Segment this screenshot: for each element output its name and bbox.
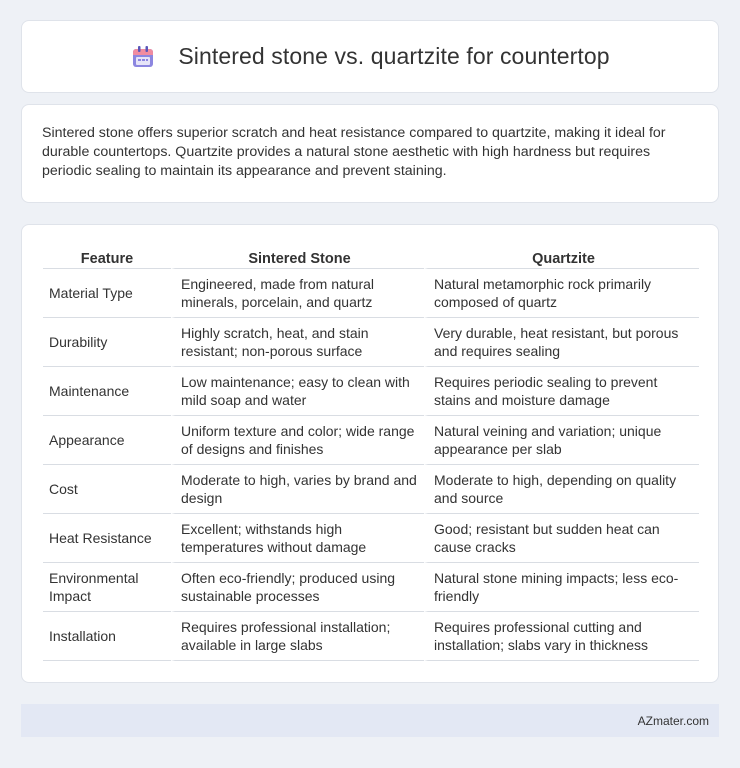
quartzite-cell: Natural stone mining impacts; less eco-friendly xyxy=(424,563,699,612)
quartzite-cell: Requires professional cutting and installation; slabs vary in thickness xyxy=(424,612,699,661)
header-feature: Feature xyxy=(43,247,171,269)
table-header-row xyxy=(43,247,699,269)
calendar-icon xyxy=(130,44,156,70)
header-sintered-stone: Sintered Stone xyxy=(171,247,424,269)
page-title: Sintered stone vs. quartzite for countertop xyxy=(178,43,610,69)
sintered-stone-cell: Excellent; withstands high temperatures without damage xyxy=(171,514,424,563)
table-row xyxy=(43,269,699,318)
quartzite-cell: Very durable, heat resistant, but porous and requires sealing xyxy=(424,318,699,367)
header-quartzite: Quartzite xyxy=(424,247,699,269)
feature-cell: Durability xyxy=(43,318,171,367)
quartzite-cell: Requires periodic sealing to prevent stains and moisture damage xyxy=(424,367,699,416)
table-row xyxy=(43,465,699,514)
quartzite-cell: Natural metamorphic rock primarily composed of quartz xyxy=(424,269,699,318)
table-row xyxy=(43,612,699,661)
table-row xyxy=(43,318,699,367)
footer-brand: AZmater.com xyxy=(637,713,709,728)
table-row xyxy=(43,367,699,416)
feature-cell: Installation xyxy=(43,612,171,661)
comparison-table xyxy=(43,247,699,661)
feature-cell: Maintenance xyxy=(43,367,171,416)
sintered-stone-cell: Uniform texture and color; wide range of designs and finishes xyxy=(171,416,424,465)
quartzite-cell: Moderate to high, depending on quality and source xyxy=(424,465,699,514)
title-card xyxy=(21,20,719,93)
comparison-table-card xyxy=(21,224,719,683)
sintered-stone-cell: Often eco-friendly; produced using sustainable processes xyxy=(171,563,424,612)
table-row xyxy=(43,563,699,612)
sintered-stone-cell: Moderate to high, varies by brand and design xyxy=(171,465,424,514)
feature-cell: Cost xyxy=(43,465,171,514)
feature-cell: Material Type xyxy=(43,269,171,318)
sintered-stone-cell: Highly scratch, heat, and stain resistant; non-porous surface xyxy=(171,318,424,367)
table-row xyxy=(43,514,699,563)
table-row xyxy=(43,416,699,465)
sintered-stone-cell: Low maintenance; easy to clean with mild soap and water xyxy=(171,367,424,416)
feature-cell: Appearance xyxy=(43,416,171,465)
summary-text: Sintered stone offers superior scratch and heat resistance compared to quartzite, making it ideal for durable countertops. Quartzite provides a natural stone aesthetic with high hardness but requires periodic sealing to maintain its appearance and prevent staining. xyxy=(42,125,666,179)
footer xyxy=(21,704,719,737)
sintered-stone-cell: Engineered, made from natural minerals, porcelain, and quartz xyxy=(171,269,424,318)
sintered-stone-cell: Requires professional installation; available in large slabs xyxy=(171,612,424,661)
quartzite-cell: Natural veining and variation; unique appearance per slab xyxy=(424,416,699,465)
feature-cell: Heat Resistance xyxy=(43,514,171,563)
feature-cell: Environmental Impact xyxy=(43,563,171,612)
quartzite-cell: Good; resistant but sudden heat can cause cracks xyxy=(424,514,699,563)
summary-card xyxy=(21,104,719,203)
